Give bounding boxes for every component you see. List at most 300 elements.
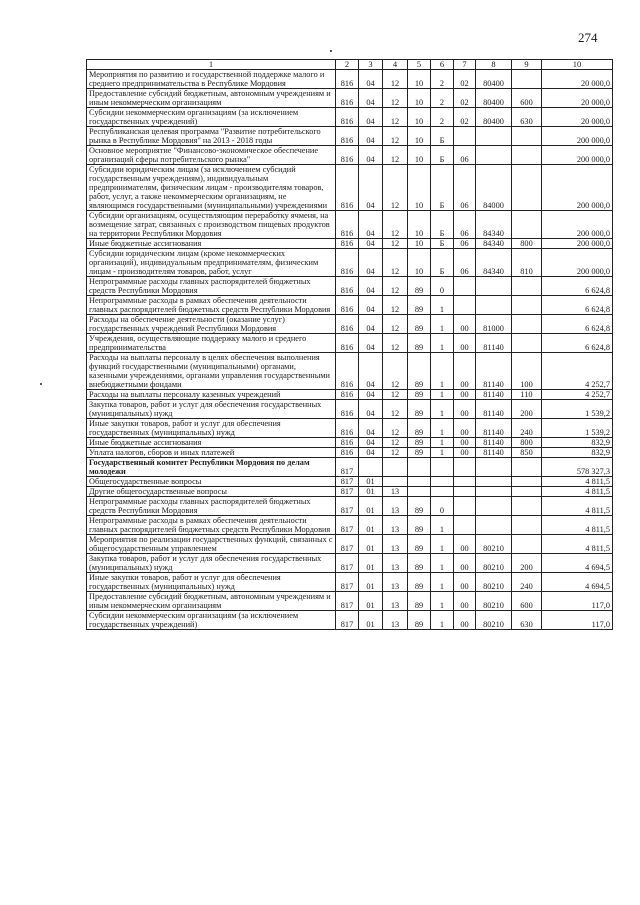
cell-ministry: 816: [336, 353, 359, 390]
cell-subprogram: 1: [431, 353, 454, 390]
column-header: 3: [359, 60, 383, 70]
cell-subsection: 13: [383, 516, 408, 535]
cell-section: 01: [359, 535, 383, 554]
cell-expense-type: [512, 70, 542, 89]
cell-ministry: 816: [336, 400, 359, 419]
cell-subsection: 12: [383, 448, 408, 458]
cell-subprogram: 0: [431, 497, 454, 516]
cell-section: 04: [359, 146, 383, 165]
cell-expense-type: [512, 535, 542, 554]
cell-activity: 02: [454, 108, 476, 127]
cell-amount: 4 252,7: [542, 390, 613, 400]
table-row: [87, 249, 613, 277]
cell-subprogram: 2: [431, 70, 454, 89]
cell-ministry: 817: [336, 497, 359, 516]
scan-speck: [330, 50, 332, 52]
cell-expense-type: 200: [512, 554, 542, 573]
cell-program: 10: [408, 127, 431, 146]
cell-subsection: 12: [383, 108, 408, 127]
row-name: Иные закупки товаров, работ и услуг для обеспечения государственных (муниципальных) нужд: [87, 419, 336, 438]
cell-program: 89: [408, 516, 431, 535]
cell-subprogram: 1: [431, 334, 454, 353]
cell-direction: 80210: [476, 535, 512, 554]
cell-section: 04: [359, 70, 383, 89]
cell-expense-type: [512, 127, 542, 146]
cell-program: 89: [408, 419, 431, 438]
cell-expense-type: [512, 296, 542, 315]
column-header: 10: [542, 60, 613, 70]
cell-direction: [476, 458, 512, 477]
cell-ministry: 817: [336, 487, 359, 497]
cell-subsection: 12: [383, 438, 408, 448]
table-row: [87, 458, 613, 477]
cell-ministry: 816: [336, 70, 359, 89]
cell-activity: 06: [454, 165, 476, 211]
cell-expense-type: [512, 211, 542, 239]
cell-amount: 4 694,5: [542, 573, 613, 592]
cell-activity: 06: [454, 249, 476, 277]
cell-activity: 00: [454, 592, 476, 611]
row-name: Расходы на выплаты персоналу казенных учреждений: [87, 390, 336, 400]
cell-expense-type: 100: [512, 353, 542, 390]
row-name: Мероприятия по развитию и государственной поддержке малого и среднего предпринимательства в Республике Мордовия: [87, 70, 336, 89]
table-row: [87, 353, 613, 390]
row-name: Субсидии организациям, осуществляющим переработку ячменя, на возмещение затрат, связанных с производством пищевых продуктов на территории Республики Мордовия: [87, 211, 336, 239]
cell-subsection: 12: [383, 249, 408, 277]
cell-section: 04: [359, 419, 383, 438]
cell-section: 04: [359, 400, 383, 419]
cell-activity: [454, 127, 476, 146]
cell-subprogram: [431, 477, 454, 487]
cell-section: 01: [359, 477, 383, 487]
cell-activity: [454, 516, 476, 535]
row-name: Предоставление субсидий бюджетным, автономным учреждениям и иным некоммерческим организациям: [87, 592, 336, 611]
row-name: Непрограммные расходы главных распорядителей бюджетных средств Республики Мордовия: [87, 277, 336, 296]
cell-amount: 20 000,0: [542, 108, 613, 127]
cell-section: 01: [359, 516, 383, 535]
cell-amount: 117,0: [542, 592, 613, 611]
row-name: Субсидии некоммерческим организациям (за исключением государственных учреждений): [87, 611, 336, 630]
cell-direction: 84340: [476, 239, 512, 249]
cell-section: 04: [359, 438, 383, 448]
cell-section: 04: [359, 334, 383, 353]
column-header: 1: [87, 60, 336, 70]
table-row: [87, 89, 613, 108]
cell-program: [408, 477, 431, 487]
cell-program: 89: [408, 315, 431, 334]
cell-amount: 200 000,0: [542, 249, 613, 277]
cell-direction: 80210: [476, 592, 512, 611]
row-name: Предоставление субсидий бюджетным, автономным учреждениям и иным некоммерческим организациям: [87, 89, 336, 108]
cell-section: 04: [359, 315, 383, 334]
table-row: [87, 419, 613, 438]
cell-section: 04: [359, 249, 383, 277]
row-name: Иные бюджетные ассигнования: [87, 438, 336, 448]
cell-activity: [454, 477, 476, 487]
cell-activity: 00: [454, 448, 476, 458]
cell-subsection: 13: [383, 497, 408, 516]
cell-program: 89: [408, 573, 431, 592]
cell-direction: 81140: [476, 400, 512, 419]
cell-amount: 4 811,5: [542, 535, 613, 554]
column-header: 7: [454, 60, 476, 70]
cell-direction: 80400: [476, 108, 512, 127]
row-name: Общегосударственные вопросы: [87, 477, 336, 487]
cell-activity: 00: [454, 334, 476, 353]
cell-program: 89: [408, 296, 431, 315]
table-row: [87, 535, 613, 554]
cell-direction: 81140: [476, 438, 512, 448]
cell-expense-type: 810: [512, 249, 542, 277]
cell-activity: [454, 277, 476, 296]
table-row: [87, 477, 613, 487]
cell-ministry: 817: [336, 611, 359, 630]
table-row: [87, 487, 613, 497]
cell-activity: [454, 497, 476, 516]
table-row: [87, 296, 613, 315]
cell-ministry: 816: [336, 334, 359, 353]
cell-activity: [454, 296, 476, 315]
cell-program: 89: [408, 448, 431, 458]
cell-direction: 80210: [476, 573, 512, 592]
row-name: Уплата налогов, сборов и иных платежей: [87, 448, 336, 458]
row-name: Республиканская целевая программа "Развитие потребительского рынка в Республике Мордовия" на 2013 - 2018 годы: [87, 127, 336, 146]
cell-direction: 84000: [476, 165, 512, 211]
budget-table: [86, 59, 613, 630]
cell-amount: 200 000,0: [542, 146, 613, 165]
cell-ministry: 816: [336, 211, 359, 239]
cell-activity: [454, 458, 476, 477]
cell-subsection: [383, 458, 408, 477]
cell-amount: 4 694,5: [542, 554, 613, 573]
cell-program: 89: [408, 277, 431, 296]
cell-direction: 81140: [476, 419, 512, 438]
cell-program: 10: [408, 108, 431, 127]
cell-amount: 832,9: [542, 438, 613, 448]
cell-subprogram: 1: [431, 296, 454, 315]
cell-subsection: 12: [383, 70, 408, 89]
cell-subsection: 12: [383, 315, 408, 334]
cell-expense-type: [512, 315, 542, 334]
row-name: Мероприятия по реализации государственных функций, связанных с общегосударственным управлением: [87, 535, 336, 554]
cell-section: 04: [359, 211, 383, 239]
cell-program: 10: [408, 89, 431, 108]
cell-activity: 00: [454, 438, 476, 448]
row-name: Основное мероприятие "Финансово-экономическое обеспечение организаций сферы потребительского рынка": [87, 146, 336, 165]
cell-section: 04: [359, 239, 383, 249]
cell-expense-type: [512, 477, 542, 487]
cell-expense-type: 110: [512, 390, 542, 400]
cell-section: 04: [359, 127, 383, 146]
cell-section: [359, 458, 383, 477]
cell-expense-type: 240: [512, 419, 542, 438]
cell-direction: 81000: [476, 315, 512, 334]
cell-subprogram: Б: [431, 146, 454, 165]
cell-subsection: 12: [383, 211, 408, 239]
table-row: [87, 516, 613, 535]
cell-expense-type: [512, 458, 542, 477]
cell-section: 04: [359, 108, 383, 127]
header-row: [87, 60, 613, 70]
cell-expense-type: [512, 146, 542, 165]
cell-section: 04: [359, 448, 383, 458]
cell-subsection: 12: [383, 89, 408, 108]
page-number: 274: [578, 30, 598, 45]
table-row: [87, 334, 613, 353]
cell-amount: 4 811,5: [542, 497, 613, 516]
cell-expense-type: 200: [512, 400, 542, 419]
cell-amount: 1 539,2: [542, 419, 613, 438]
cell-subprogram: Б: [431, 127, 454, 146]
cell-ministry: 817: [336, 592, 359, 611]
cell-amount: 1 539,2: [542, 400, 613, 419]
cell-subprogram: 1: [431, 390, 454, 400]
cell-subsection: 13: [383, 592, 408, 611]
cell-subsection: 13: [383, 487, 408, 497]
cell-activity: 06: [454, 146, 476, 165]
table-row: [87, 239, 613, 249]
cell-amount: 4 811,5: [542, 477, 613, 487]
cell-subsection: 12: [383, 400, 408, 419]
cell-expense-type: 240: [512, 573, 542, 592]
column-header: 9: [512, 60, 542, 70]
cell-subsection: 12: [383, 390, 408, 400]
cell-direction: [476, 477, 512, 487]
cell-section: 01: [359, 573, 383, 592]
cell-section: 01: [359, 487, 383, 497]
row-name: Иные закупки товаров, работ и услуг для обеспечения государственных (муниципальных) нужд: [87, 573, 336, 592]
cell-expense-type: 600: [512, 592, 542, 611]
cell-amount: 200 000,0: [542, 211, 613, 239]
cell-expense-type: 630: [512, 108, 542, 127]
cell-subsection: 12: [383, 419, 408, 438]
cell-ministry: 816: [336, 438, 359, 448]
cell-ministry: 816: [336, 108, 359, 127]
cell-section: 04: [359, 390, 383, 400]
cell-subsection: 12: [383, 239, 408, 249]
cell-subprogram: 0: [431, 277, 454, 296]
row-name: Расходы на выплаты персоналу в целях обеспечения выполнения функций государственными (муниципальными) органами, казенными учреждениями, органами управления государственными внебюджетными фондами: [87, 353, 336, 390]
table-row: [87, 146, 613, 165]
cell-subprogram: Б: [431, 165, 454, 211]
cell-subprogram: 1: [431, 448, 454, 458]
cell-direction: 80400: [476, 89, 512, 108]
cell-activity: 00: [454, 400, 476, 419]
cell-amount: 6 624,8: [542, 277, 613, 296]
cell-ministry: 817: [336, 535, 359, 554]
cell-subsection: 12: [383, 334, 408, 353]
cell-amount: 20 000,0: [542, 70, 613, 89]
cell-program: 89: [408, 390, 431, 400]
cell-direction: 81140: [476, 353, 512, 390]
cell-subprogram: [431, 458, 454, 477]
cell-subsection: 12: [383, 277, 408, 296]
cell-direction: [476, 497, 512, 516]
cell-ministry: 816: [336, 390, 359, 400]
cell-program: 89: [408, 592, 431, 611]
cell-activity: 00: [454, 611, 476, 630]
cell-ministry: 816: [336, 89, 359, 108]
row-name: Субсидии юридическим лицам (кроме некоммерческих организаций), индивидуальным предпринимателям, физическим лицам - производителям товаров, работ, услуг: [87, 249, 336, 277]
table-row: [87, 573, 613, 592]
cell-subprogram: 1: [431, 419, 454, 438]
table-row: [87, 277, 613, 296]
cell-subsection: 12: [383, 165, 408, 211]
cell-activity: 02: [454, 70, 476, 89]
cell-amount: 200 000,0: [542, 239, 613, 249]
table-row: [87, 611, 613, 630]
row-name: Закупка товаров, работ и услуг для обеспечения государственных (муниципальных) нужд: [87, 400, 336, 419]
cell-program: [408, 458, 431, 477]
cell-expense-type: [512, 334, 542, 353]
cell-direction: 84340: [476, 249, 512, 277]
cell-expense-type: [512, 497, 542, 516]
cell-ministry: 817: [336, 458, 359, 477]
cell-subsection: 13: [383, 611, 408, 630]
cell-amount: 20 000,0: [542, 89, 613, 108]
cell-ministry: 817: [336, 554, 359, 573]
cell-expense-type: 800: [512, 239, 542, 249]
row-name: Субсидии юридическим лицам (за исключением субсидий государственным учреждениям), индивидуальным предпринимателям, физическим лицам - производителям товаров, работ, услуг, а также некоммерческим организациям, не являющимся государственными (муниципальными) учреждениями: [87, 165, 336, 211]
cell-amount: 832,9: [542, 448, 613, 458]
cell-subprogram: Б: [431, 239, 454, 249]
cell-ministry: 816: [336, 315, 359, 334]
cell-subprogram: 1: [431, 554, 454, 573]
cell-amount: 6 624,8: [542, 334, 613, 353]
cell-amount: 200 000,0: [542, 127, 613, 146]
cell-program: 10: [408, 165, 431, 211]
table-row: [87, 438, 613, 448]
cell-expense-type: 600: [512, 89, 542, 108]
cell-direction: 81140: [476, 390, 512, 400]
cell-program: 89: [408, 334, 431, 353]
cell-amount: 4 811,5: [542, 516, 613, 535]
cell-ministry: 816: [336, 249, 359, 277]
cell-activity: 00: [454, 419, 476, 438]
cell-activity: 06: [454, 211, 476, 239]
row-name: Расходы на обеспечение деятельности (оказание услуг) государственных учреждений Республики Мордовия: [87, 315, 336, 334]
cell-activity: 00: [454, 315, 476, 334]
cell-program: 89: [408, 535, 431, 554]
row-name: Непрограммные расходы в рамках обеспечения деятельности главных распорядителей бюджетных средств Республики Мордовия: [87, 296, 336, 315]
cell-subsection: 13: [383, 535, 408, 554]
cell-direction: 81140: [476, 334, 512, 353]
cell-ministry: 816: [336, 277, 359, 296]
cell-program: 89: [408, 438, 431, 448]
cell-ministry: 817: [336, 573, 359, 592]
cell-ministry: 817: [336, 516, 359, 535]
table-row: [87, 108, 613, 127]
cell-direction: 80210: [476, 611, 512, 630]
cell-section: 01: [359, 497, 383, 516]
cell-program: 89: [408, 353, 431, 390]
cell-subprogram: Б: [431, 249, 454, 277]
cell-activity: 02: [454, 89, 476, 108]
cell-section: 04: [359, 353, 383, 390]
cell-program: 10: [408, 146, 431, 165]
cell-amount: 200 000,0: [542, 165, 613, 211]
cell-program: 10: [408, 239, 431, 249]
cell-direction: [476, 487, 512, 497]
table-row: [87, 497, 613, 516]
cell-activity: [454, 487, 476, 497]
row-name: Субсидии некоммерческим организациям (за исключением государственных учреждений): [87, 108, 336, 127]
table-row: [87, 127, 613, 146]
cell-subprogram: [431, 487, 454, 497]
scan-speck: [40, 383, 42, 385]
cell-program: 89: [408, 497, 431, 516]
cell-subprogram: Б: [431, 211, 454, 239]
cell-ministry: 816: [336, 239, 359, 249]
cell-subprogram: 1: [431, 400, 454, 419]
cell-subprogram: 1: [431, 535, 454, 554]
cell-direction: 80210: [476, 554, 512, 573]
table-row: [87, 315, 613, 334]
cell-expense-type: 800: [512, 438, 542, 448]
cell-ministry: 817: [336, 477, 359, 487]
cell-program: 89: [408, 554, 431, 573]
cell-expense-type: [512, 277, 542, 296]
cell-subsection: 13: [383, 573, 408, 592]
cell-ministry: 816: [336, 146, 359, 165]
cell-program: 89: [408, 400, 431, 419]
row-name: Государственный комитет Республики Мордовия по делам молодежи: [87, 458, 336, 477]
row-name: Закупка товаров, работ и услуг для обеспечения государственных (муниципальных) нужд: [87, 554, 336, 573]
cell-section: 04: [359, 277, 383, 296]
cell-activity: 00: [454, 353, 476, 390]
cell-activity: 00: [454, 573, 476, 592]
table-row: [87, 211, 613, 239]
table-row: [87, 400, 613, 419]
cell-direction: [476, 296, 512, 315]
cell-ministry: 816: [336, 448, 359, 458]
cell-subsection: 12: [383, 146, 408, 165]
cell-direction: 81140: [476, 448, 512, 458]
cell-expense-type: [512, 487, 542, 497]
cell-subsection: 12: [383, 127, 408, 146]
row-name: Иные бюджетные ассигнования: [87, 239, 336, 249]
table-row: [87, 390, 613, 400]
cell-ministry: 816: [336, 127, 359, 146]
table-body: [87, 60, 613, 630]
cell-program: 10: [408, 211, 431, 239]
cell-ministry: 816: [336, 165, 359, 211]
cell-activity: 06: [454, 239, 476, 249]
cell-activity: 00: [454, 554, 476, 573]
column-header: 2: [336, 60, 359, 70]
cell-direction: [476, 146, 512, 165]
cell-subprogram: 1: [431, 592, 454, 611]
cell-subprogram: 1: [431, 438, 454, 448]
cell-amount: 578 327,3: [542, 458, 613, 477]
cell-subsection: [383, 477, 408, 487]
cell-subsection: 12: [383, 296, 408, 315]
cell-section: 04: [359, 165, 383, 211]
cell-subprogram: 2: [431, 108, 454, 127]
cell-subprogram: 2: [431, 89, 454, 108]
cell-direction: [476, 516, 512, 535]
cell-subsection: 13: [383, 554, 408, 573]
table-row: [87, 165, 613, 211]
cell-subprogram: 1: [431, 315, 454, 334]
cell-section: 01: [359, 611, 383, 630]
row-name: Непрограммные расходы в рамках обеспечения деятельности главных распорядителей бюджетных средств Республики Мордовия: [87, 516, 336, 535]
cell-subprogram: 1: [431, 573, 454, 592]
column-header: 5: [408, 60, 431, 70]
cell-expense-type: 850: [512, 448, 542, 458]
cell-subprogram: 1: [431, 611, 454, 630]
cell-amount: 6 624,8: [542, 315, 613, 334]
